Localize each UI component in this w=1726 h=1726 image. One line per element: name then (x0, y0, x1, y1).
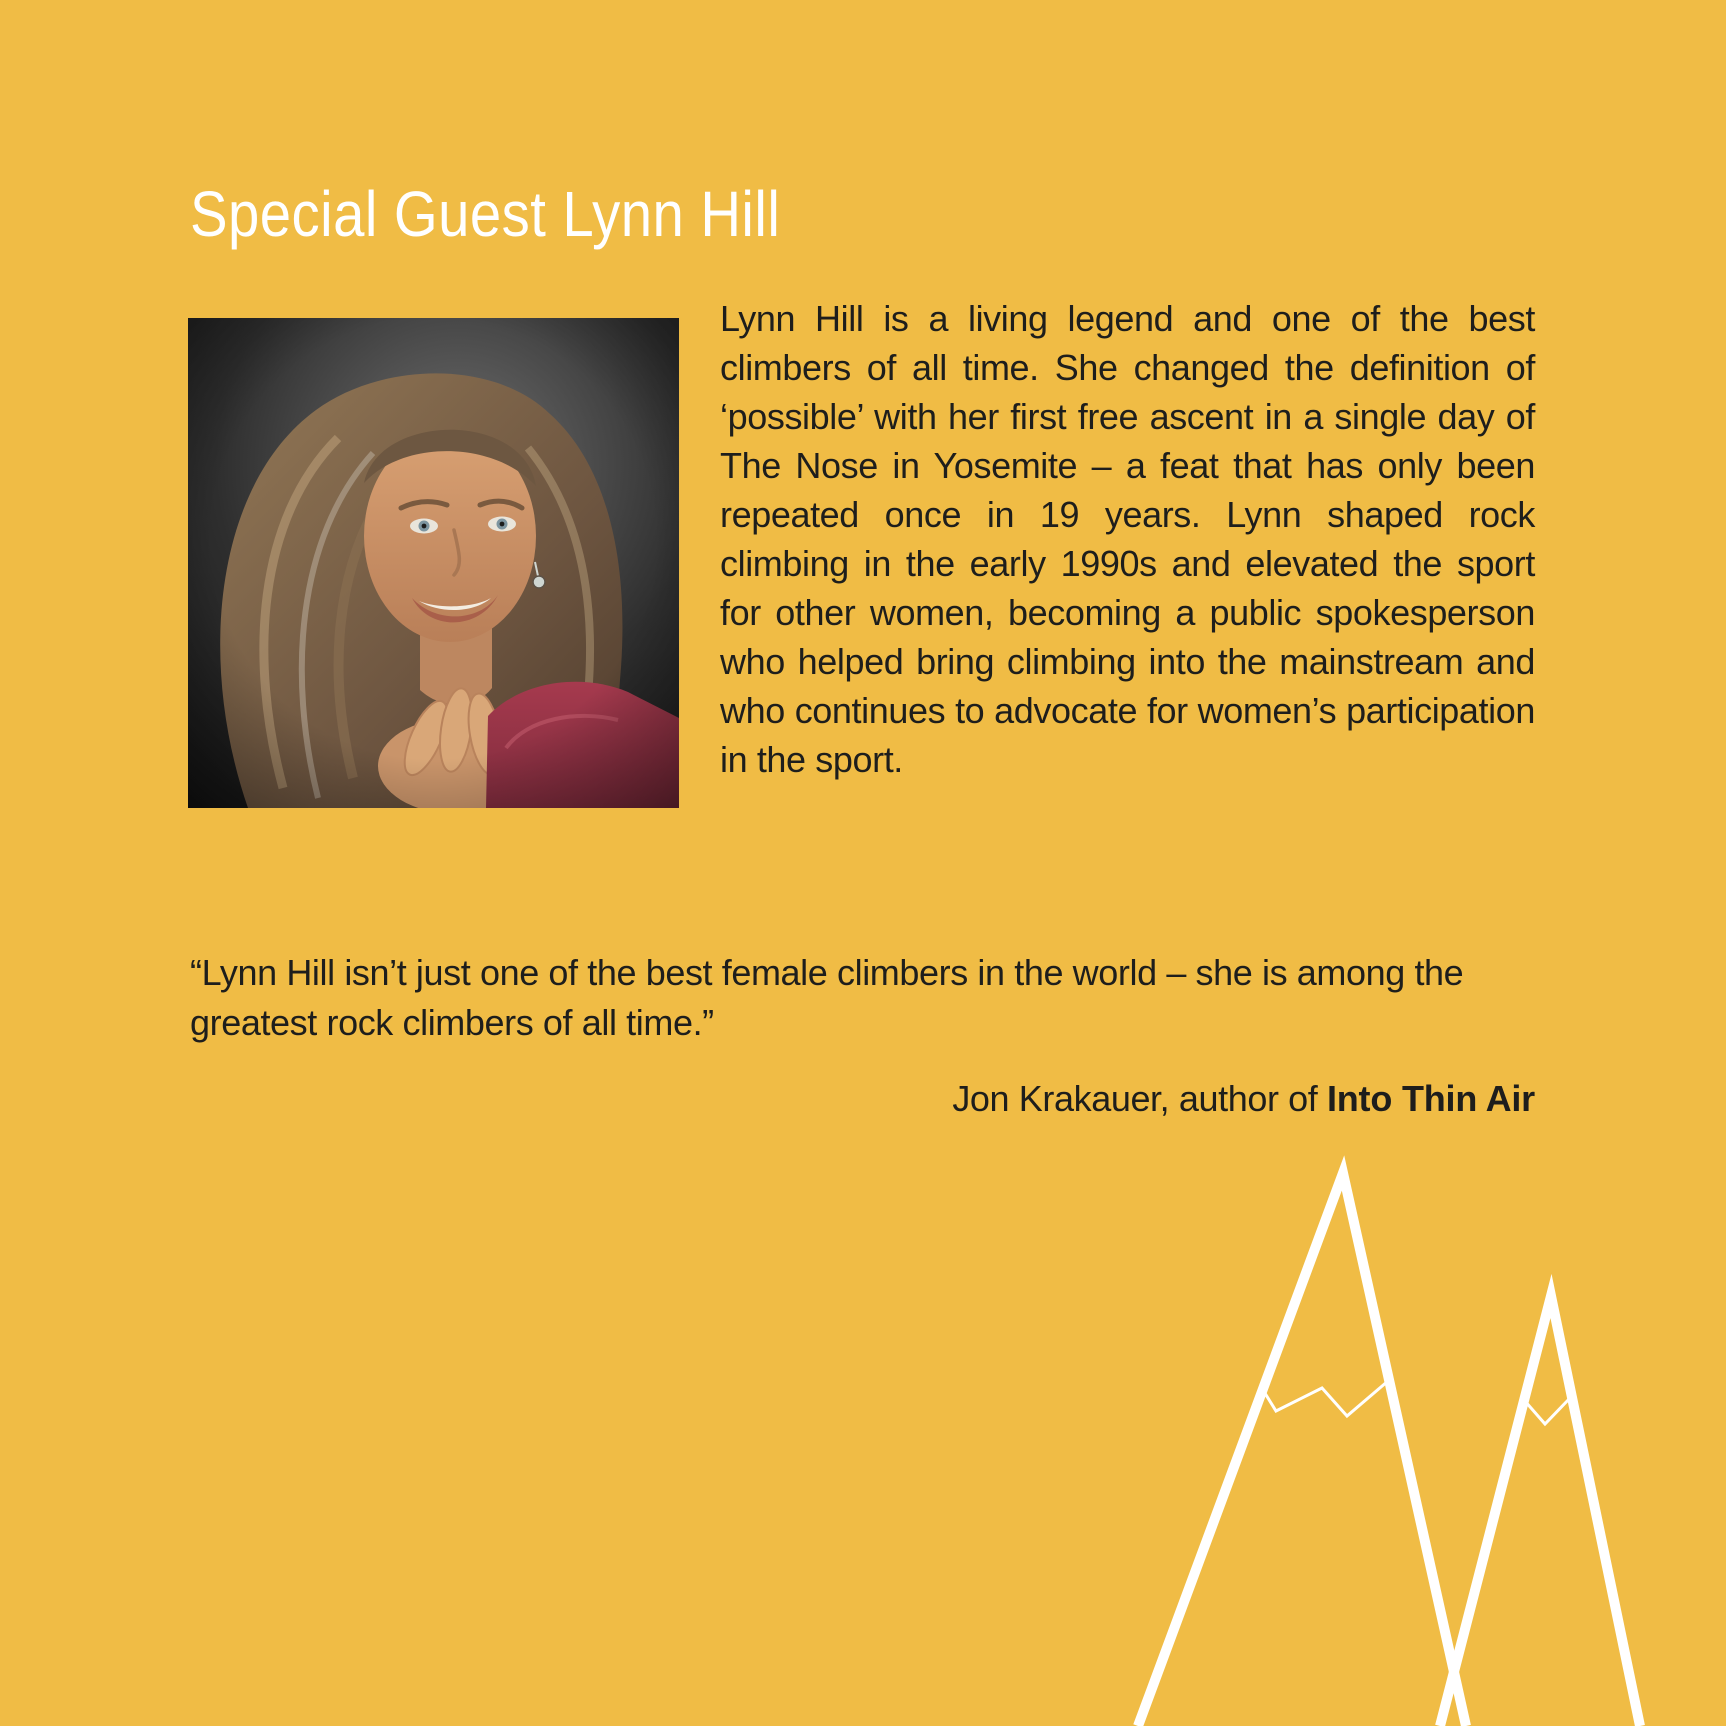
quote-paragraph: “Lynn Hill isn’t just one of the best female climbers in the world – she is among the greatest rock climbers of all time.” (190, 952, 1464, 1043)
book-title: Into Thin Air (1326, 1078, 1535, 1119)
bio-paragraph (190, 294, 1535, 833)
page-title: Special Guest Lynn Hill (190, 178, 781, 250)
bio-text: Lynn Hill is a living legend and one of the best climbers of all time. She changed the definition of ‘possible’ with her first free ascent in a single day of The Nose in Yosemite – a feat that has only been repeated once in 19 years. Lynn shaped rock climbing in the early 1990s and elevated the sport for other women, becoming a public spokesperson who helped bring climbing into the mainstream and who continues to advocate for women’s participation in the sport. (720, 298, 1535, 780)
attribution-prefix: Jon Krakauer, author of (952, 1078, 1327, 1119)
large-peak-outline (1138, 1173, 1466, 1726)
small-peak-outline (1440, 1296, 1640, 1726)
large-peak-snowline (1263, 1381, 1388, 1416)
photo-wrap-spacer (190, 294, 720, 833)
small-peak-snowline (1524, 1397, 1571, 1424)
mountain-peaks-icon (1100, 1100, 1726, 1726)
